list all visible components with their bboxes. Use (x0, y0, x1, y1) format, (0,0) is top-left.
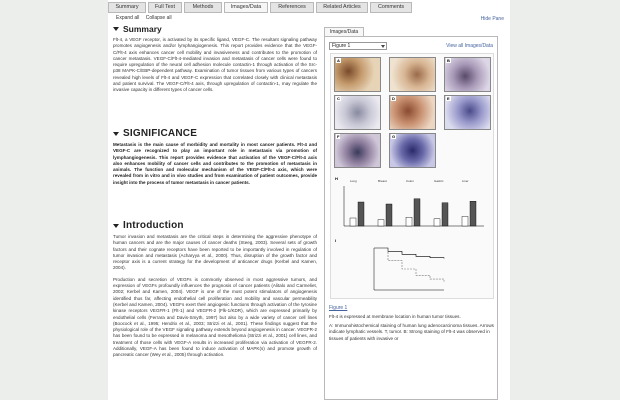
hide-pane-link[interactable]: Hide Pane (480, 16, 504, 22)
bar (350, 218, 356, 226)
bar (434, 219, 440, 226)
panel-label: B (447, 58, 450, 63)
summary-section (113, 24, 317, 94)
significance-heading[interactable] (113, 128, 317, 139)
collapse-triangle-icon[interactable] (113, 132, 119, 136)
expand-collapse-links (116, 15, 177, 21)
panel-label: F (337, 134, 340, 139)
introduction-heading[interactable] (113, 220, 317, 231)
bar (358, 202, 364, 226)
chevron-down-icon (381, 45, 385, 48)
introduction-title: Introduction (123, 220, 184, 231)
category-label: Liver (462, 179, 469, 183)
micrograph-panel (334, 57, 381, 92)
bar (386, 204, 392, 226)
tab-references[interactable]: References (270, 2, 314, 13)
survival-line-chart (334, 236, 492, 296)
images-data-box (324, 36, 498, 400)
micrograph-panel (334, 133, 381, 168)
micrograph-panel (334, 95, 381, 130)
caption-text: A: Immunohistochemical staining of human lung adenocarcinoma tissues. Arrows indicate lymphatic vessels. T, tumor. B: Strong staining of Flt-4 was observed in tissues of patients with invasive or (329, 323, 494, 341)
images-data-pane (322, 22, 500, 400)
intro-paragraph: Tumor invasion and metastasis are the critical steps in determining the aggressive phenotype of human cancers and are the major causes of cancer deaths (Steeg, 2003). Several sets of growth factors and their cognate receptors have been reported to be importantly involved in regulation of tumor invasion and metastasis (Acharyya et al., 2000). Thus, disruption of the growth factor and receptor axis is a current strategy for the development of anticancer drugs (Kerbel and Kamen, 2004). (113, 234, 317, 271)
panel-label: I (335, 238, 337, 243)
panel-label: A (337, 58, 340, 63)
category-label: Colon (406, 179, 414, 183)
summary-title: Summary (123, 24, 162, 34)
significance-title: SIGNIFICANCE (123, 128, 198, 139)
micrograph-panel (389, 95, 436, 130)
collapse-all-link[interactable]: Collapse all (145, 15, 172, 21)
panel-label: C (337, 96, 340, 101)
micrograph-panel (444, 95, 491, 130)
invasion-bar-chart (334, 174, 492, 232)
tab-full-text[interactable]: Full Text (148, 2, 182, 13)
figure-select[interactable] (329, 42, 387, 50)
survival-curve (374, 248, 444, 259)
bar (406, 217, 412, 226)
bar (442, 203, 448, 226)
intro-paragraph: Production and secretion of VEGFs is commonly observed in most aggressive tumors, and expression of VEGFs profoundly influences the prognosis of cancer patients (Alitalo and Carmeliet, 2002; Kerbel and Kamen, 2004). VEGF is one of the most potent stimulators of angiogenesis identified thus far, affecting endothelial cell proliferation and mobility and vascular permeability (Kerbel and Kamen, 2004). VEGFs exert their angiogenic functions through activation of the tyrosine kinase receptors VEGFR-1 (Flt-1) and VEGFR-2 (Flk-1/KDR), which are expressed primarily by endothelial cells (Ferrara and Davis-Smyth, 1997) but also by a wide variety of cancer cell lines (Boocock et al., 1995; Hendrix et al., 2003; Strizzi et al., 2001). These findings suggest that the physiological role of the VEGF signaling pathway extends beyond angiogenesis in cancer. VEGFR-2 has been found to be expressed in melanoma and mesothelioma (Strizzi et al., 2001) cell lines, and treatment of those cells with VEGF-A results in increased proliferation via activation of VEGFR-2. Additionally, VEGF-A has been found to induce activation of MAPK(s) and promote growth of pancreatic cancer (Wey et al., 2005) through activation. (113, 276, 317, 358)
tab-related-articles[interactable]: Related Articles (316, 2, 368, 13)
panel-label: D (392, 96, 395, 101)
caption-title-link[interactable]: Figure 1 (329, 305, 348, 311)
survival-curve (374, 248, 444, 282)
summary-text: Flt-4, a VEGF receptor, is activated by its specific ligand, VEGF-C. The resultant signaling pathway promotes angiogenesis and/or lymphangiogenesis. This report provides evidence that the VEGF-C/Flt-4 axis enhances cancer cell mobility and invasiveness and contributes to the promotion of cancer metastasis. VEGF-C/Flt-4-mediated invasion and metastasis of cancer cells were found to require upregulation of the neural cell adhesion molecule contactin-1 through activation of the Src-p38 MAPK-C/EBP-dependent pathway. Examination of tumor tissues from various types of cancers revealed high levels of Flt-4 and VEGF-C expression that correlated closely with clinical metastasis and patient survival. The VEGF-C/Flt-4 axis, through upregulation of contactin-1, may regulate the invasive capacity in different types of cancer cells. (113, 37, 317, 93)
introduction-section (113, 220, 317, 359)
tab-images-data[interactable]: Images/Data (224, 2, 268, 13)
collapse-triangle-icon[interactable] (113, 224, 119, 228)
panel-label: E (447, 96, 450, 101)
figure-select-value: Figure 1 (332, 43, 351, 49)
figure-image[interactable] (330, 53, 494, 299)
bar (462, 216, 468, 226)
micrograph-panel (444, 57, 491, 92)
article-tabs (108, 2, 414, 13)
summary-heading[interactable] (113, 24, 317, 34)
category-label: Breast (378, 179, 387, 183)
bar (414, 199, 420, 226)
significance-section (113, 128, 317, 186)
tab-comments[interactable]: Comments (370, 2, 412, 13)
images-data-pane-tab[interactable]: Images/Data (324, 27, 364, 36)
figure-caption (329, 305, 495, 342)
micrograph-panel (389, 133, 436, 168)
significance-text: Metastasis is the main cause of morbidity and mortality in most cancer patients. Flt-4 and VEGF-C are recognized to play an important role in metastasis via promotion of lymphangiogenesis. This report provides evidence that activation of the VEGF-C/Flt-4 axis also enhances mobility of cancer cells and contributes to the promotion of metastasis in animals. The function and molecular mechanism of the VEGF-C/Flt-4 axis, which were revealed from in vitro and in vivo studies and from examination of patient outcomes, provide insight into the process of tumor metastasis in cancer patients. (113, 142, 317, 185)
bar (470, 201, 476, 226)
micrograph-panel (389, 57, 436, 92)
tab-summary[interactable]: Summary (108, 2, 146, 13)
expand-all-link[interactable]: Expand all (116, 15, 140, 21)
category-label: Gastric (434, 179, 444, 183)
bar (378, 220, 384, 226)
panel-label: G (392, 134, 396, 139)
caption-text: Flt-4 is expressed at membrane location in human tumor tissues. (329, 314, 461, 319)
category-label: Lung (350, 179, 357, 183)
panel-label: H (335, 176, 338, 181)
article-frame (108, 0, 510, 400)
view-all-images-link[interactable]: View all Images/Data (446, 43, 493, 49)
collapse-triangle-icon[interactable] (113, 27, 119, 31)
tab-methods[interactable]: Methods (184, 2, 222, 13)
